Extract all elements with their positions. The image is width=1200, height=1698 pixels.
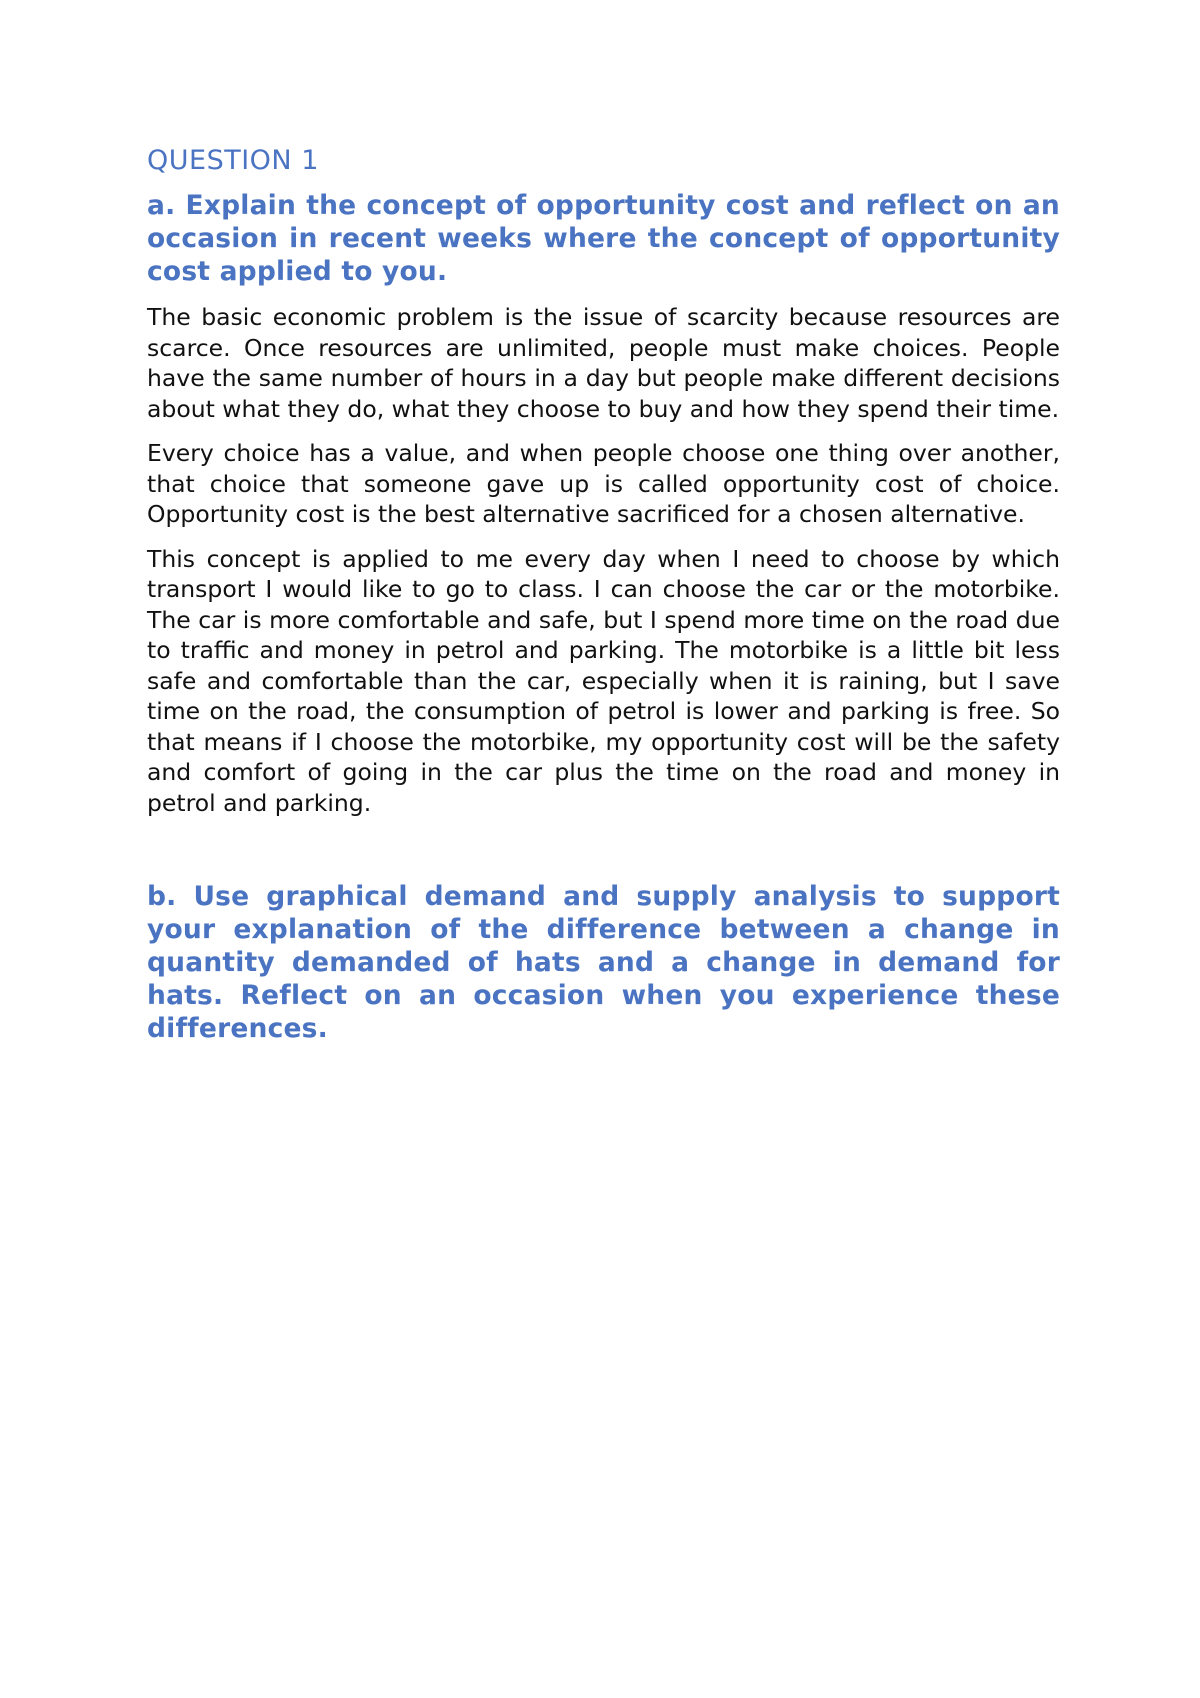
document-content [147, 145, 1060, 1059]
part-b-question: b. Use graphical demand and supply analysis to support your explanation of the difference between a change in quantity demanded of hats and a change in demand for hats. Reflect on an occasion when you experience these differences. [147, 881, 1060, 1045]
section-spacer [147, 832, 1060, 880]
part-a-paragraph-3: This concept is applied to me every day when I need to choose by which transport I would like to go to class. I can choose the car or the motorbike. The car is more comfortable and safe, but I spend more time on the road due to traffic and money in petrol and parking. The motorbike is a little bit less safe and comfortable than the car, especially when it is raining, but I save time on the road, the consumption of petrol is lower and parking is free. So that means if I choose the motorbike, my opportunity cost will be the safety and comfort of going in the car plus the time on the road and money in petrol and parking. [147, 544, 1060, 817]
part-a-paragraph-1: The basic economic problem is the issue of scarcity because resources are scarce. Once resources are unlimited, people must make choices. People have the same number of hours in a day but people make different decisions about what they do, what they choose to buy and how they spend their time. [147, 303, 1060, 423]
part-a-paragraph-2: Every choice has a value, and when people choose one thing over another, that choice that someone gave up is called opportunity cost of choice. Opportunity cost is the best alternative sacrificed for a chosen alternative. [147, 439, 1060, 529]
question-heading: QUESTION 1 [147, 145, 319, 176]
part-a-question: a. Explain the concept of opportunity cost and reflect on an occasion in recent weeks where the concept of opportunity cost applied to you. [147, 190, 1060, 288]
